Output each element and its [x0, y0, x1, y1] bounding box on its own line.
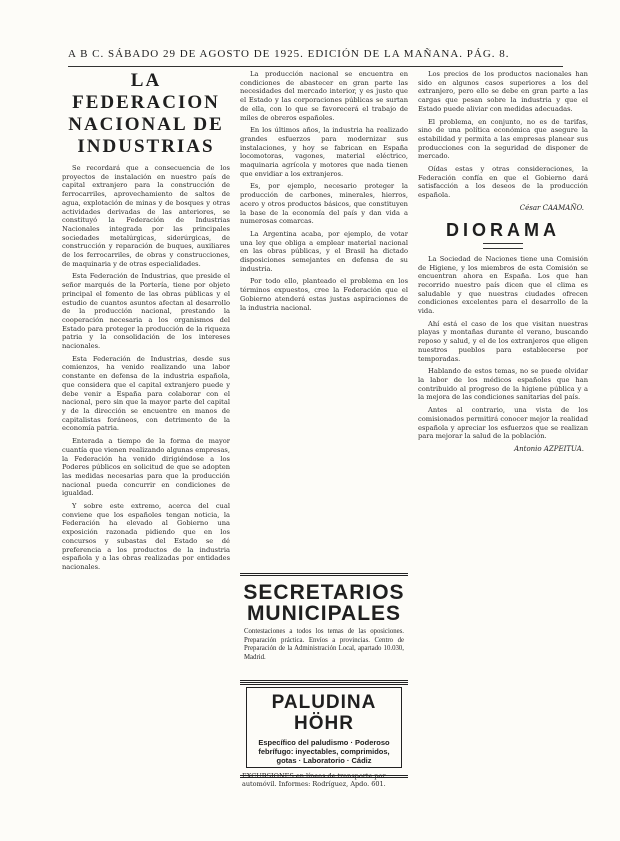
article-paragraph: Esta Federación de Industrias, que preside el señor marqués de la Portería, tiene por objeto principal el fomento de las obras públicas y el estudio de cuantos asuntos afectan al desarrollo de la producción nacional, prestando la cooperación necesaria a los organismos del Estado para proteger la producción de la riqueza patria y la consolidación de los intereses nacionales. — [62, 272, 230, 351]
article-paragraph: Por todo ello, planteado el problema en los términos expuestos, cree la Federación que el Gobierno atenderá estas justas aspiraciones de la industria nacional. — [240, 277, 408, 312]
column-3 — [418, 70, 588, 780]
advertisement-paludina — [240, 680, 408, 788]
ornament-rule — [483, 243, 523, 249]
article-paragraph: Esta Federación de Industrias, desde sus comienzos, ha venido realizando una labor constante en defensa de la industria española, que considera que el capital extranjero puede y debe venir a España para colaborar con el nacional, pero sin que la mayor parte del capital y de la dirección se encuentre en manos de capitalistas foráneos, con detrimento de la economía patria. — [62, 354, 230, 433]
article-paragraph: En los últimos años, la industria ha realizado grandes esfuerzos para modernizar sus instalaciones, y hoy se fabrican en España locomotoras, vagones, material eléctrico, maquinaria agrícola y motores que nada tienen que envidiar a los extranjeros. — [240, 126, 408, 178]
article-paragraph: Oídas estas y otras consideraciones, la Federación confía en que el Gobierno dará satisfacción a los deseos de la producción española. — [418, 165, 588, 200]
ad-footer: EXCURSIONES en líneas de transporte por automóvil. Informes: Rodríguez, Apdo. 601. — [242, 772, 386, 788]
ad-body: Específico del paludismo · Poderoso febrífugo: inyectables, comprimidos, gotas · Laboratorio · Cádiz — [258, 738, 390, 765]
article-paragraph: Antes al contrario, una vista de los comisionados permitirá conocer mejor la realidad española y apreciar los esfuerzos que se realizan para mejorar la salud de la población. — [418, 406, 588, 441]
ad-headline: PALUDINA HÖHR — [271, 692, 377, 734]
article-paragraph: Enterada a tiempo de la forma de mayor cuantía que vienen realizando algunas empresas, la Federación ha venido dirigiéndose a los Poderes públicos en solicitud de que se adopten las medidas necesarias para que la producción nacional pueda concurrir en condiciones de igualdad. — [62, 437, 230, 498]
article-paragraph: Hablando de estos temas, no se puede olvidar la labor de los médicos españoles que han contribuido al progreso de la higiene pública y a la mejora de las condiciones sanitarias del país. — [418, 367, 588, 402]
article-title-federacion: LA FEDERACION NACIONAL DE INDUSTRIAS — [68, 70, 224, 157]
column-2 — [240, 70, 408, 565]
ad-body: Contestaciones a todos los temas de las oposiciones. Preparación práctica. Envíos a provincias. Centro de Preparación de la Administración Local, apartado 10.030, Madrid. — [244, 628, 404, 661]
article-paragraph: La Sociedad de Naciones tiene una Comisión de Higiene, y los miembros de esta Comisión se encuentran ahora en España. Los que han recorrido nuestro país dicen que el clima es saludable y que nuestras ciudades ofrecen condiciones excelentes para el desarrollo de la vida. — [418, 254, 588, 316]
article-paragraph: El problema, en conjunto, no es de tarifas, sino de una política económica que asegure la estabilidad y permita a las empresas planear sus producciones con la seguridad de disponer de mercado. — [418, 117, 588, 161]
article-paragraph: Los precios de los productos nacionales han sido en algunos casos superiores a los del extranjero, pero ello se debe en gran parte a las cargas que pesan sobre la industria y que el Estado puede aliviar con medidas adecuadas. — [418, 70, 588, 113]
advertisement-secretarios — [240, 573, 408, 685]
article-paragraph: Y sobre este extremo, acerca del cual conviene que los españoles tengan noticia, la Federación ha elevado al Gobierno una exposición razonada pidiendo que en los concursos y subastas del Estado se dé preferencia a los productos de la industria española y a las obras realizadas por entidades nacionales. — [62, 502, 230, 571]
article-paragraph: Es, por ejemplo, necesario proteger la producción de carbones, minerales, hierros, acero y otros productos básicos, que constituyen la base de la economía del país y dan vida a numerosas comarcas. — [240, 182, 408, 226]
ad-headline: SECRETARIOS MUNICIPALES — [243, 581, 405, 625]
column-1 — [62, 70, 230, 780]
article-paragraph: Ahí está el caso de los que visitan nuestras playas y montañas durante el verano, buscando reposo y salud, y el de los extranjeros que eligen nuestros pueblos para establecerse por temporadas. — [418, 319, 588, 363]
article-signature: César CAAMAÑO. — [519, 203, 584, 212]
section-title-diorama: DIORAMA — [446, 219, 560, 240]
article-paragraph: La Argentina acaba, por ejemplo, de votar una ley que obliga a emplear material nacional en las obras públicas, y el Brasil ha dictado disposiciones semejantes en defensa de su industria. — [240, 229, 408, 273]
page-header: A B C. SÁBADO 29 DE AGOSTO DE 1925. EDICIÓN DE LA MAÑANA. PÁG. 8. — [68, 48, 563, 67]
article-paragraph: La producción nacional se encuentra en condiciones de abastecer en gran parte las necesidades del mercado interior, y es justo que el Estado y las corporaciones públicas se surtan de ella, con lo que se favorecerá el trabajo de miles de obreros españoles. — [240, 70, 408, 122]
ad-box — [246, 687, 402, 768]
article-signature: Antonio AZPEITUA. — [514, 444, 584, 453]
article-paragraph: Se recordará que a consecuencia de los proyectos de instalación en nuestro país de capital extranjero para la construcción de ferrocarriles, aprovechamiento de saltos de agua, explotación de minas y de bosques y otras actividades derivadas de las anteriores, se constituyó la Federación de Industrias Nacionales integrada por las principales sociedades metalúrgicas, siderúrgicas, de construcción y reparación de buques, auxiliares de los ferrocarriles, de obras y construcciones, de maquinaria y de otras especialidades. — [62, 164, 230, 268]
page-bottom-margin — [62, 786, 590, 816]
